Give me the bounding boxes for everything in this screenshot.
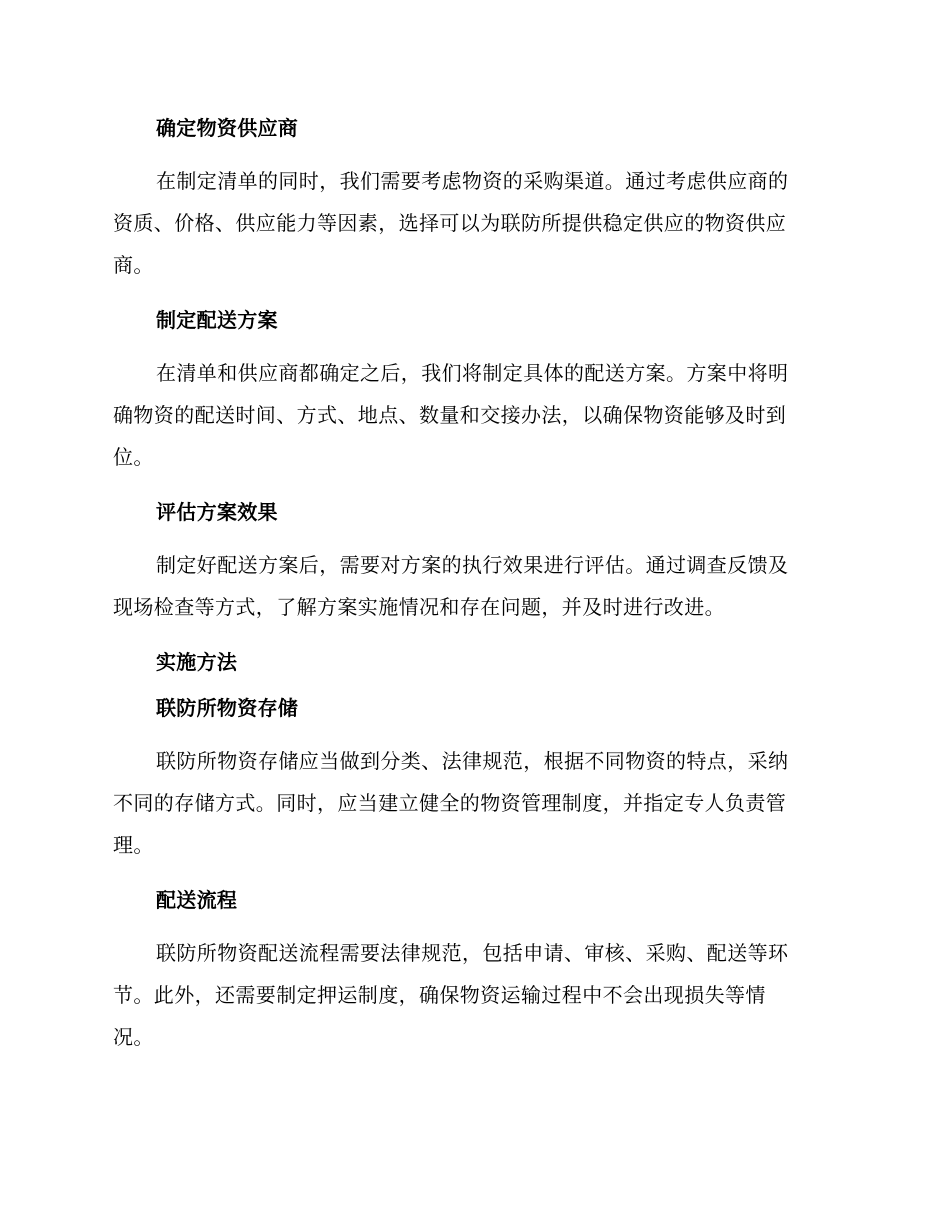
paragraph-line: 制定好配送方案后，需要对方案的执行效果进行评估。通过调查反馈及 bbox=[156, 553, 789, 577]
section-heading-process: 配送流程 bbox=[156, 888, 238, 912]
document-body bbox=[113, 108, 833, 1058]
section-heading-storage: 联防所物资存储 bbox=[156, 696, 299, 720]
section-heading-evaluation: 评估方案效果 bbox=[156, 500, 278, 524]
section-heading-implementation: 实施方法 bbox=[156, 650, 238, 674]
paragraph-line: 在清单和供应商都确定之后，我们将制定具体的配送方案。方案中将明 bbox=[156, 361, 789, 385]
section-paragraph-storage bbox=[113, 740, 833, 866]
section-paragraph-process bbox=[113, 932, 833, 1058]
section-paragraph-supplier bbox=[113, 160, 833, 286]
paragraph-line: 位。 bbox=[113, 445, 154, 469]
paragraph-line: 现场检查等方式，了解方案实施情况和存在问题，并及时进行改进。 bbox=[113, 595, 725, 619]
paragraph-line: 在制定清单的同时，我们需要考虑物资的采购渠道。通过考虑供应商的 bbox=[156, 169, 789, 193]
paragraph-line: 节。此外，还需要制定押运制度，确保物资运输过程中不会出现损失等情 bbox=[113, 983, 766, 1007]
paragraph-line: 确物资的配送时间、方式、地点、数量和交接办法，以确保物资能够及时到 bbox=[113, 403, 787, 427]
paragraph-line: 不同的存储方式。同时，应当建立健全的物资管理制度，并指定专人负责管 bbox=[113, 791, 787, 815]
section-paragraph-delivery-plan bbox=[113, 352, 833, 478]
paragraph-line: 商。 bbox=[113, 253, 154, 277]
section-paragraph-evaluation bbox=[113, 544, 833, 628]
section-heading-supplier: 确定物资供应商 bbox=[156, 116, 299, 140]
section-heading-delivery-plan: 制定配送方案 bbox=[156, 308, 278, 332]
paragraph-line: 联防所物资配送流程需要法律规范，包括申请、审核、采购、配送等环 bbox=[156, 941, 789, 965]
paragraph-line: 资质、价格、供应能力等因素，选择可以为联防所提供稳定供应的物资供应 bbox=[113, 211, 787, 235]
paragraph-line: 理。 bbox=[113, 833, 154, 857]
paragraph-line: 联防所物资存储应当做到分类、法律规范，根据不同物资的特点，采纳 bbox=[156, 749, 789, 773]
paragraph-line: 况。 bbox=[113, 1025, 154, 1049]
